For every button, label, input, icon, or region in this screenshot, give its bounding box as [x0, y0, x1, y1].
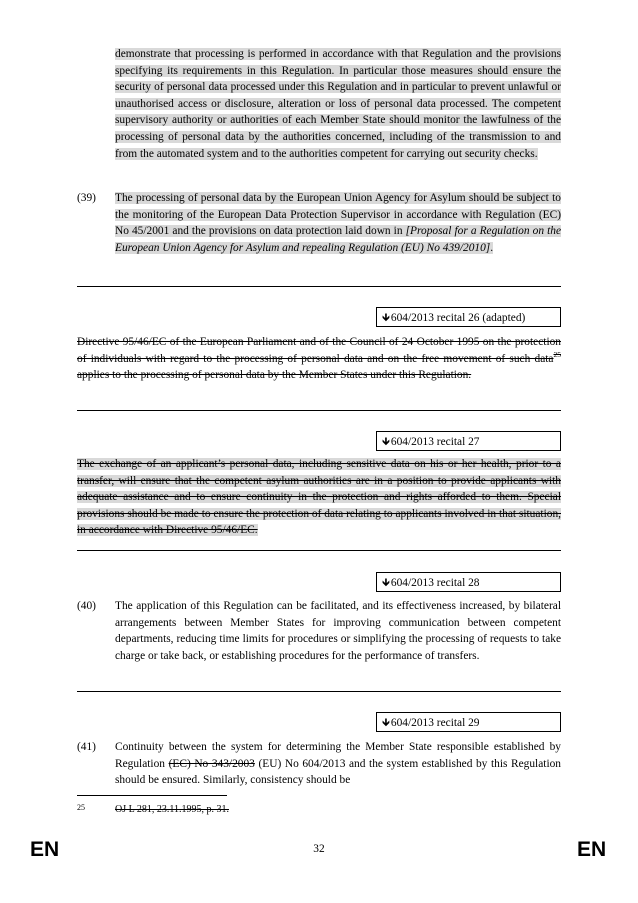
source-tag-label: 604/2013 recital 27: [390, 436, 480, 448]
recital-40: [115, 598, 561, 664]
source-tag-label: 604/2013 recital 29: [390, 717, 480, 729]
recital-26-text-b: applies to the processing of personal data by the Member States under this Regulation.: [77, 369, 472, 382]
footnote-number: 25: [77, 803, 85, 812]
separator-4: [77, 691, 561, 692]
language-label-right: EN: [577, 838, 607, 861]
language-label-left: EN: [30, 838, 60, 861]
footnote-divider: [77, 795, 227, 796]
separator-2: [77, 410, 561, 411]
continued-paragraph: [115, 46, 561, 162]
recital-39-end: .: [490, 241, 494, 254]
source-tag-recital-28: [376, 572, 561, 592]
source-tag-recital-27: [376, 431, 561, 451]
recital-40-number: (40): [77, 600, 96, 612]
recital-26: [77, 334, 561, 384]
recital-27: [77, 456, 561, 539]
recital-41: [115, 739, 561, 789]
down-arrow-icon: 🡻: [382, 435, 390, 448]
source-tag-recital-26: [376, 307, 561, 327]
recital-39-italic: [Proposal for a Regulation on the European Union Agency for Asylum and repealing Regulation (EU) No 439/2010]: [115, 225, 561, 254]
footnote-text: OJ L 281, 23.11.1995, p. 31.: [115, 804, 229, 815]
recital-26-text-a: Directive 95/46/EC of the European Parliament and of the Council of 24 October 1995 on the protection of individuals with regard to the processing of personal data and on the free movement of such data: [77, 336, 561, 365]
source-tag-recital-29: [376, 712, 561, 732]
down-arrow-icon: 🡻: [382, 716, 390, 729]
recital-39-text: The processing of personal data by the European Union Agency for Asylum should be subject to the monitoring of the European Data Protection Supervisor in accordance with Regulation (EC) No 45/2001 and the provisions on data protection laid down in: [115, 192, 561, 238]
footnote-ref: 25: [553, 349, 561, 359]
page-number: 32: [313, 843, 325, 855]
down-arrow-icon: 🡻: [382, 576, 390, 589]
recital-41-number: (41): [77, 741, 96, 753]
source-tag-label: 604/2013 recital 28: [390, 577, 480, 589]
down-arrow-icon: 🡻: [382, 311, 390, 324]
recital-41-text-a: Continuity between the system for determining the Member State responsible established by Regulation: [115, 741, 561, 770]
recital-39: [115, 190, 561, 256]
recital-41-text-b: (EU) No 604/2013 and the system established by this Regulation should be ensured. Similarly, consistency should be: [115, 757, 562, 787]
recital-41-struck: (EC) No 343/2003: [168, 757, 255, 770]
recital-27-text: The exchange of an applicant’s personal data, including sensitive data on his or her health, prior to a transfer, will ensure that the competent asylum authorities are in a position to provide applicants with adequate assistance and to ensure continuity in the protection and rights afforded to them. Special provisions should be made to ensure the protection of data relating to applicants involved in that situation, in accordance with Directive 95/46/EC.: [77, 458, 561, 537]
source-tag-label: 604/2013 recital 26 (adapted): [390, 312, 526, 324]
separator-1: [77, 286, 561, 287]
separator-3: [77, 550, 561, 551]
continued-paragraph-text: demonstrate that processing is performed in accordance with that Regulation and the provisions specifying its requirements in this Regulation. In particular those measures should ensure the security of personal data processed under this Regulation and in particular to prevent unlawful or unauthorised access or disclosure, alteration or loss of personal data processed. The competent supervisory authority or authorities of each Member State should monitor the lawfulness of the processing of personal data by the authorities concerned, including of the transmission to and from the automated system and to the authorities competent for carrying out security checks.: [115, 48, 561, 160]
recital-40-text: The application of this Regulation can be facilitated, and its effectiveness increased, by bilateral arrangements between Member States for improving communication between competent departments, reducing time limits for procedures or simplifying the processing of requests to take charge or take back, or establishing procedures for the performance of transfers.: [115, 600, 561, 662]
recital-39-number: (39): [77, 192, 96, 204]
